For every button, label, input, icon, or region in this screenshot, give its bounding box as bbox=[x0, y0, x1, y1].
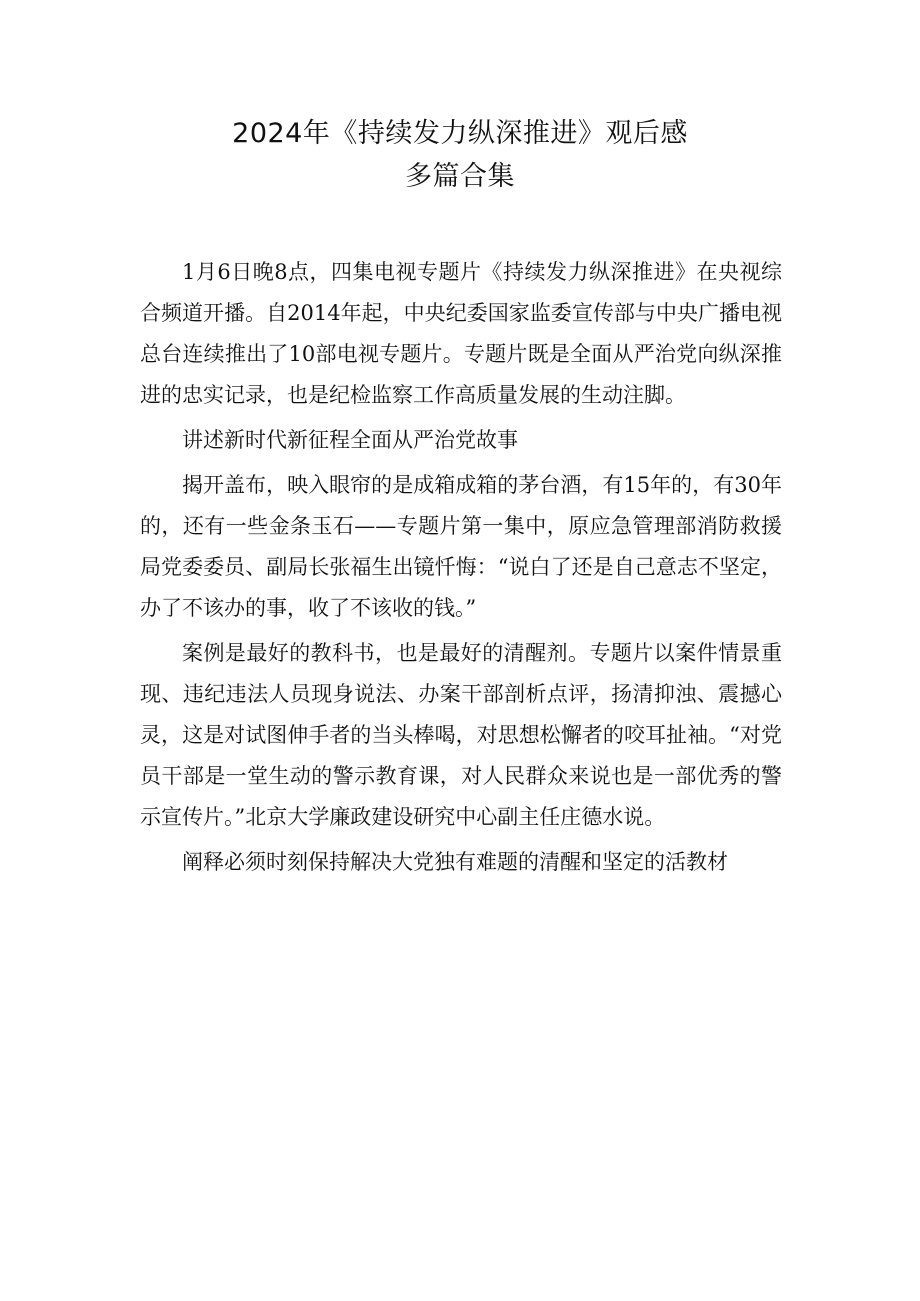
section-heading-story: 讲述新时代新征程全面从严治党故事 bbox=[182, 428, 518, 452]
paragraph-confession: 揭开盖布，映入眼帘的是成箱成箱的茅台酒，有15年的，有30年的，还有一些金条玉石——专题片第一集中，原应急管理部消防救援局党委委员、副局长张福生出镜忏悔：“说白了还是自己意志不坚定，办了不该办的事，收了不该收的钱。” bbox=[140, 473, 782, 620]
paragraph-intro: 1月6日晚8点，四集电视专题片《持续发力纵深推进》在央视综合频道开播。自2014年起，中央纪委国家监委宣传部与中央广播电视总台连续推出了10部电视专题片。专题片既是全面从严治党向纵深推进的忠实记录，也是纪检监察工作高质量发展的生动注脚。 bbox=[140, 260, 782, 407]
document-body bbox=[140, 252, 782, 883]
title-line-2: 多篇合集 bbox=[405, 161, 515, 192]
paragraph-case-analysis: 案例是最好的教科书，也是最好的清醒剂。专题片以案件情景重现、违纪违法人员现身说法、办案干部剖析点评，扬清抑浊、震撼心灵，这是对试图伸手者的当头棒喝，对思想松懈者的咬耳扯袖。“对党员干部是一堂生动的警示教育课，对人民群众来说也是一部优秀的警示宣传片。”北京大学廉政建设研究中心副主任庄德水说。 bbox=[140, 641, 782, 829]
document-title bbox=[0, 112, 920, 198]
title-line-1: 2024年《持续发力纵深推进》观后感 bbox=[232, 118, 688, 149]
section-heading-textbook: 阐释必须时刻保持解决大党独有难题的清醒和坚定的活教材 bbox=[182, 850, 728, 874]
